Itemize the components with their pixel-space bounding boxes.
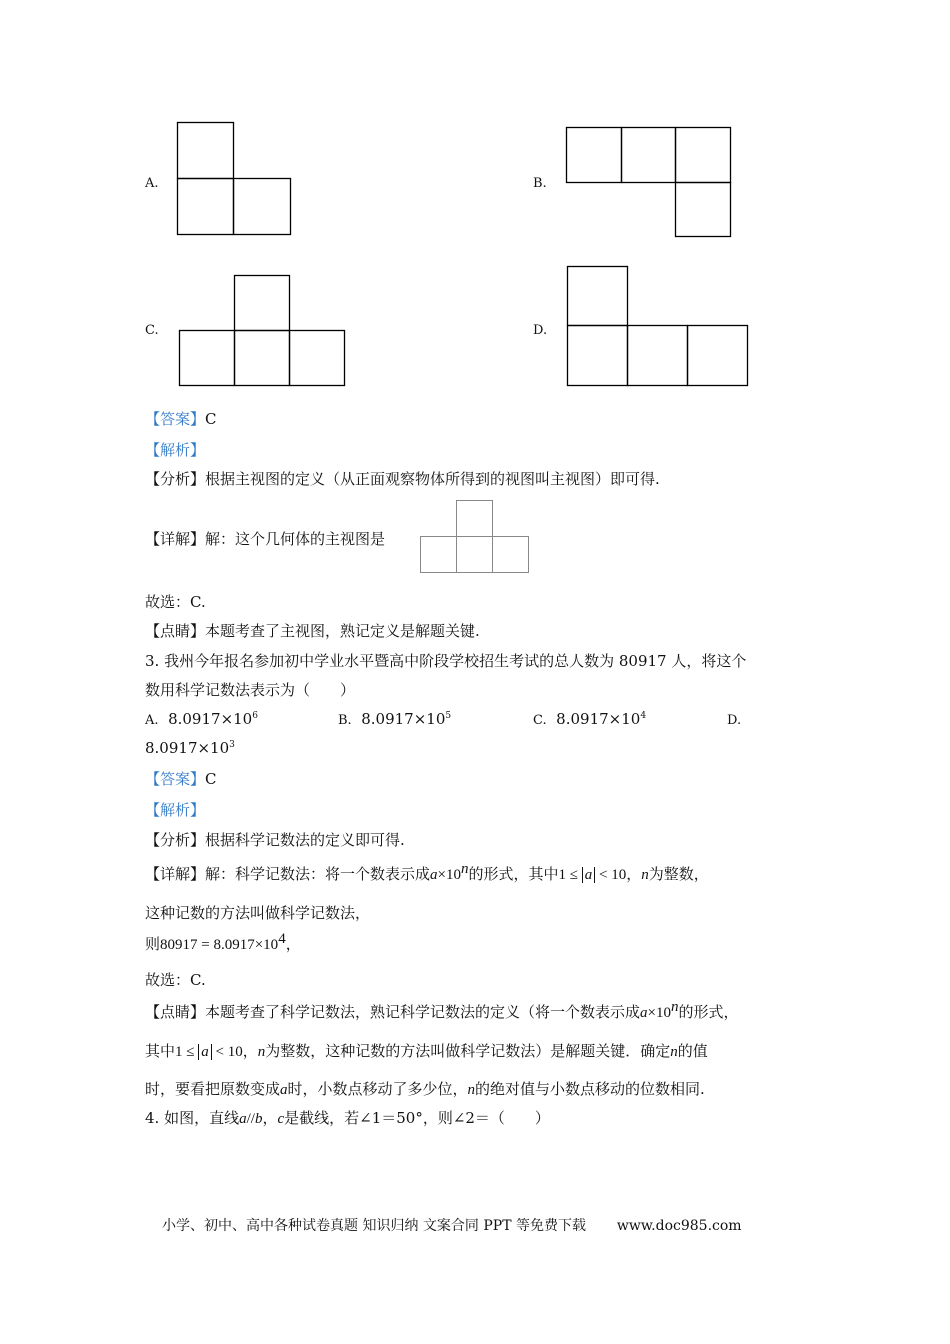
q3-analysis-line bbox=[145, 830, 405, 850]
q2-jiexi-line bbox=[145, 440, 205, 460]
analysis-text: 根据科学记数法的定义即可得. bbox=[205, 831, 405, 849]
q2-conclusion: 故选：C. bbox=[145, 593, 206, 611]
q3-option-d-value: $8.0917\times 10^3$ bbox=[145, 739, 235, 757]
figure-front-view bbox=[420, 500, 530, 574]
q2-analysis-line bbox=[145, 469, 660, 489]
q3-comment-line1: 【点睛】本题考查了科学记数法，熟记科学记数法的定义（将一个数表示成$a\times 10^n$的形式， bbox=[145, 999, 739, 1021]
q3-stem-line1: 3. 我州今年报名参加初中学业水平暨高中阶段学校招生考试的总人数为 80917 人，将这个 bbox=[145, 652, 747, 670]
q3-option-c: C. $8.0917\times 10^4$ bbox=[533, 710, 647, 728]
analysis-text: 根据主视图的定义（从正面观察物体所得到的视图叫主视图）即可得. bbox=[205, 470, 660, 488]
footer-left: 小学、初中、高中各种试卷真题 知识归纳 文案合同 PPT 等免费下载 bbox=[162, 1218, 586, 1234]
q3-comment-line2: 其中1 ≤ a < 10，n为整数，这种记数的方法叫做科学记数法）是解题关键．确定n的值 bbox=[145, 1042, 708, 1060]
q3-detail-line3: 则$80917 = 8.0917\times 10^4$， bbox=[145, 931, 301, 953]
q3-comment-line3: 时，要看把原数变成a时，小数点移动了多少位，n的绝对值与小数点移动的位数相同. bbox=[145, 1080, 705, 1098]
q2-answer-line bbox=[145, 409, 217, 429]
option-c-label: C. bbox=[145, 323, 159, 338]
q3-option-b: B. $8.0917\times 10^5$ bbox=[338, 710, 452, 728]
detail-tag: 【详解】 bbox=[145, 530, 206, 548]
figure-option-c bbox=[179, 275, 346, 387]
analysis-tag: 【分析】 bbox=[145, 831, 206, 849]
q2-comment-line bbox=[145, 621, 480, 641]
option-b-label: B. bbox=[533, 176, 547, 191]
q4-stem: 4. 如图，直线a//b，c是截线，若∠1＝50°，则∠2＝（ ） bbox=[145, 1109, 550, 1127]
detail-text: 解：这个几何体的主视图是 bbox=[205, 530, 386, 548]
comment-tag: 【点睛】 bbox=[145, 622, 206, 640]
q3-jiexi-line bbox=[145, 800, 205, 820]
q3-conclusion: 故选：C. bbox=[145, 971, 206, 989]
figure-option-b bbox=[566, 127, 732, 238]
footer-url[interactable]: www.doc985.com bbox=[616, 1218, 742, 1234]
q3-detail-line1: 【详解】解：科学记数法：将一个数表示成$a\times 10^n$的形式，其中1 ≤ a < 10，n为整数， bbox=[145, 861, 709, 883]
q2-detail-line bbox=[145, 529, 385, 549]
answer-tag: 【答案】 bbox=[145, 410, 206, 428]
option-a-label: A. bbox=[145, 176, 159, 191]
figure-option-a bbox=[177, 122, 292, 236]
answer-tag: 【答案】 bbox=[145, 770, 206, 788]
q3-option-a: A. $8.0917\times 10^6$ bbox=[145, 710, 258, 728]
jiexi-tag: 【解析】 bbox=[145, 441, 206, 459]
comment-text: 本题考查了主视图，熟记定义是解题关键. bbox=[205, 622, 480, 640]
q3-stem-line2: 数用科学记数法表示为（ ） bbox=[145, 681, 356, 699]
jiexi-tag: 【解析】 bbox=[145, 801, 206, 819]
footer bbox=[162, 1215, 742, 1235]
analysis-tag: 【分析】 bbox=[145, 470, 206, 488]
q3-option-d-label: D. bbox=[727, 713, 742, 728]
figure-option-d bbox=[567, 266, 749, 387]
option-d-label: D. bbox=[533, 323, 548, 338]
q3-detail-line2: 这种记数的方法叫做科学记数法， bbox=[145, 904, 371, 922]
q3-answer-line bbox=[145, 769, 217, 789]
answer-value: C bbox=[205, 770, 217, 788]
answer-value: C bbox=[205, 410, 217, 428]
